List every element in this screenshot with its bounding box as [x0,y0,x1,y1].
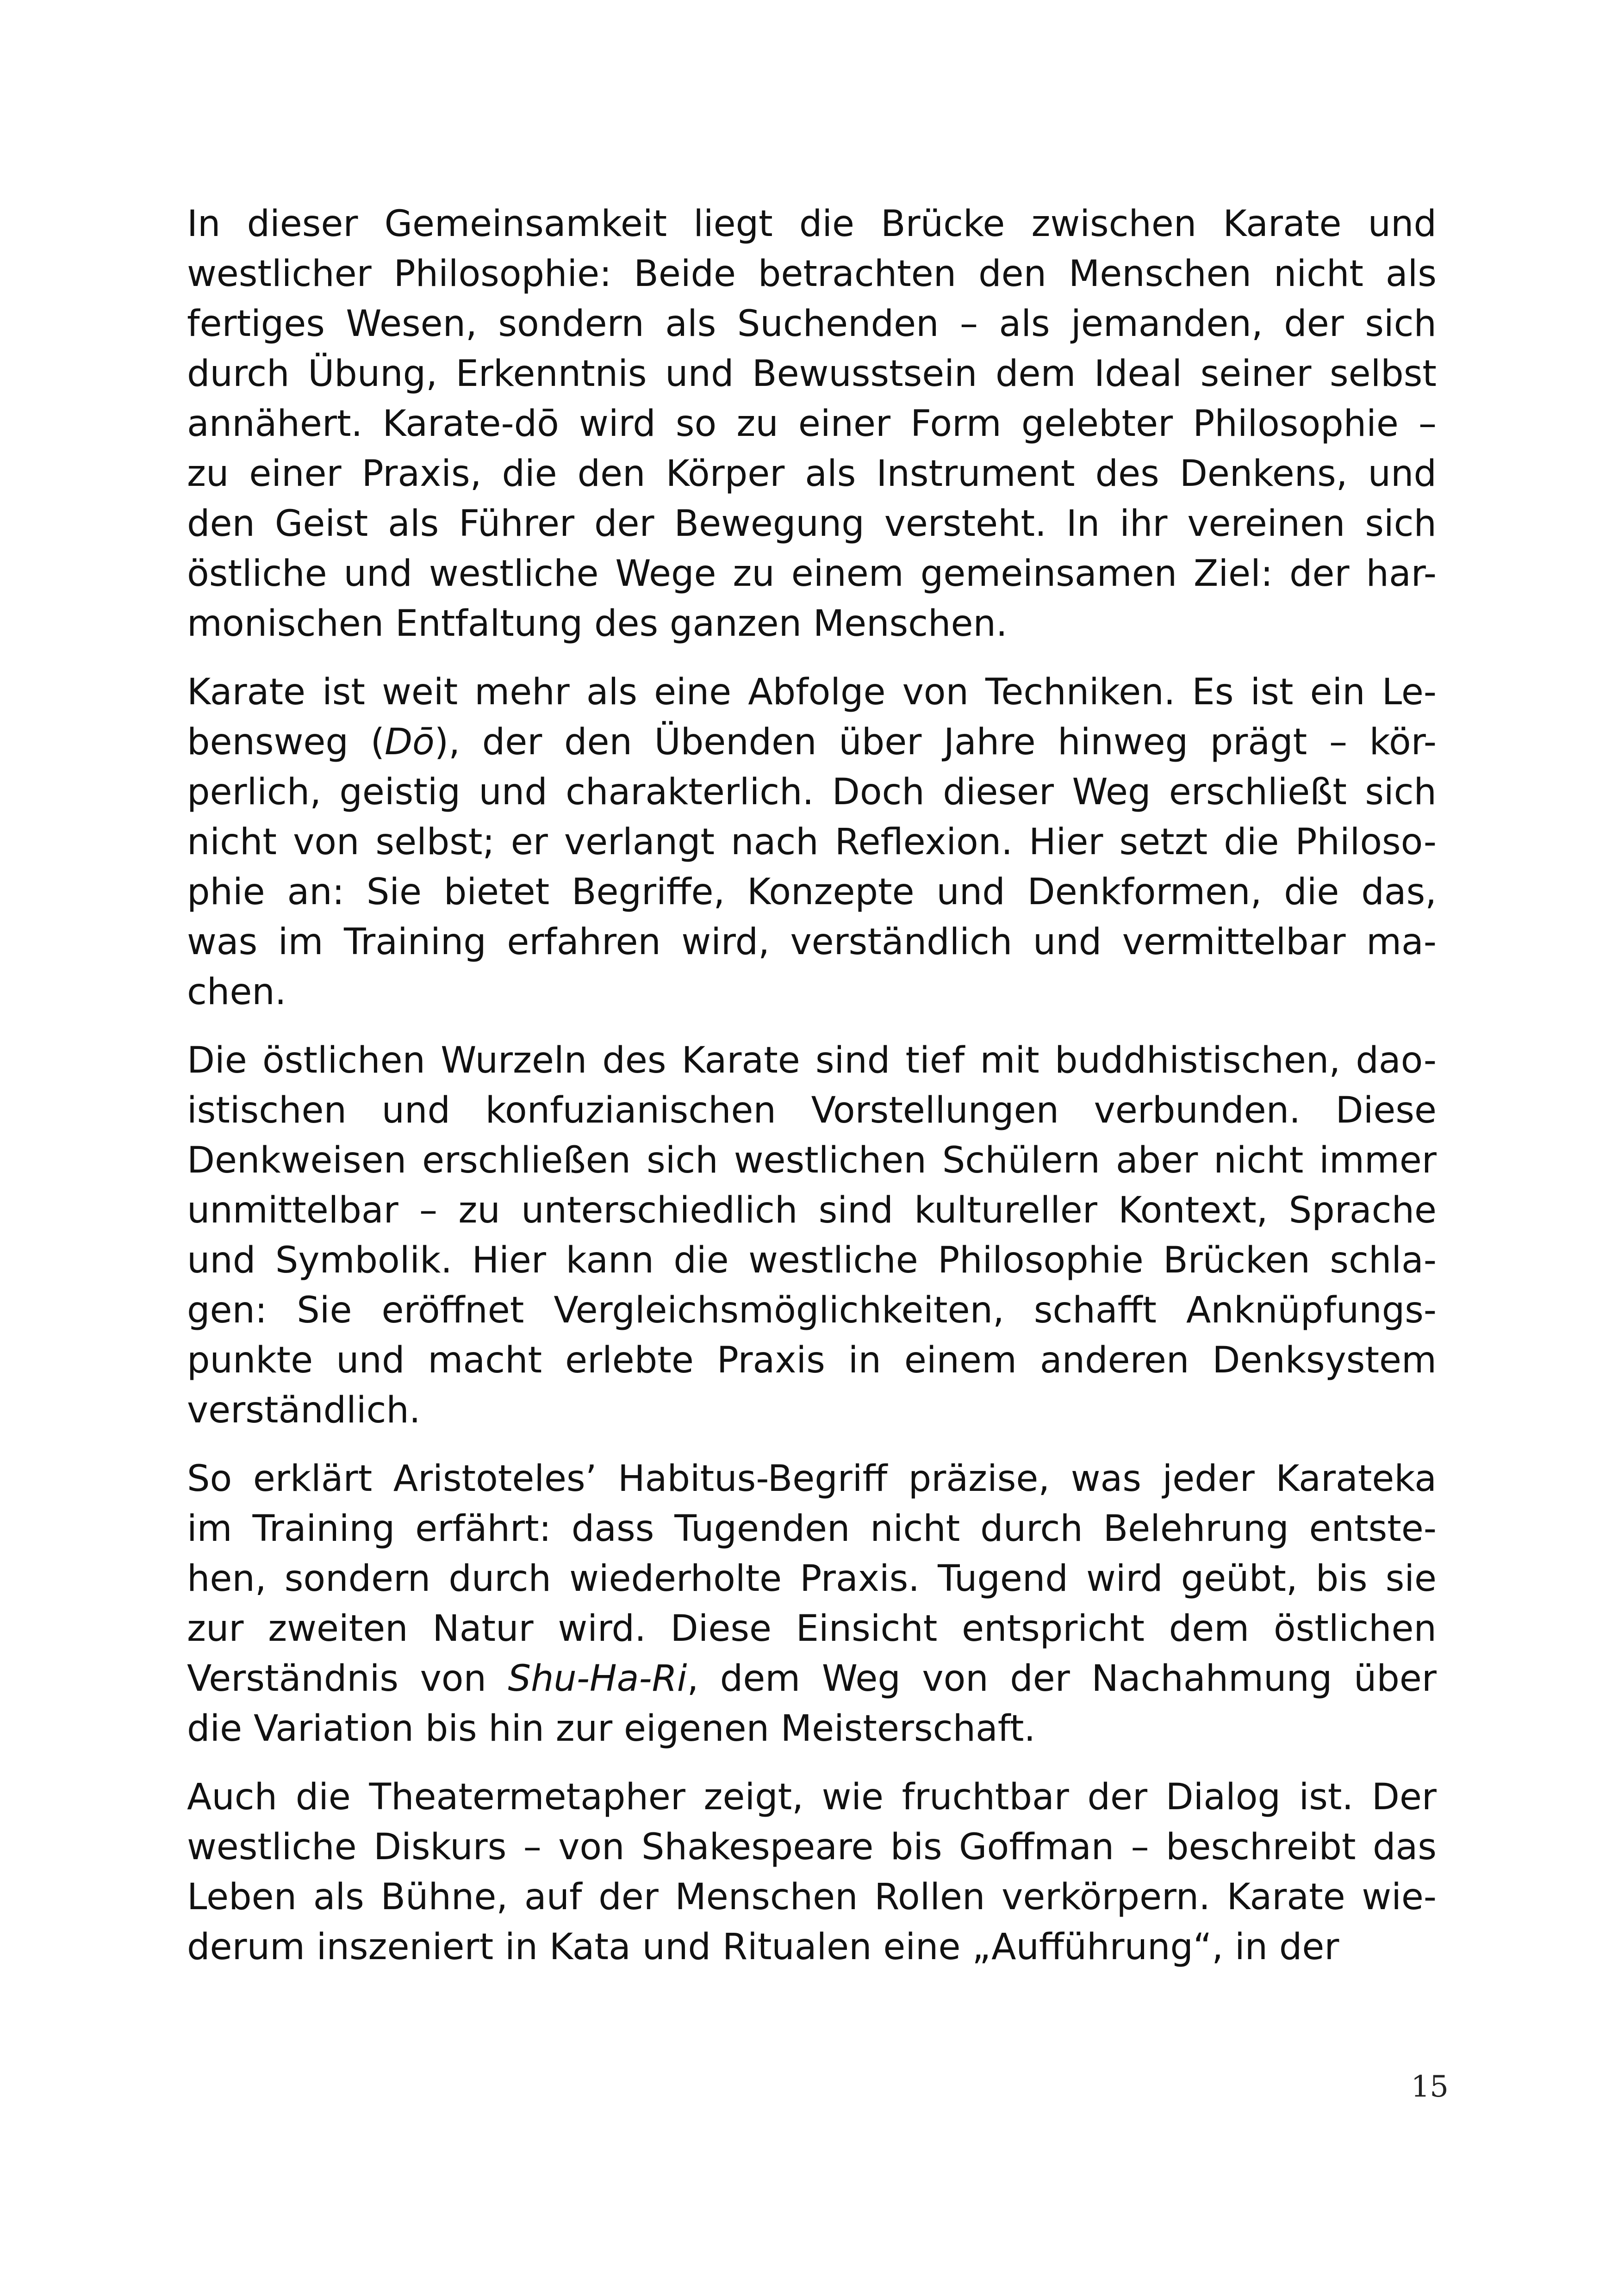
text-line [187,299,1437,349]
text-segment: westliche Diskurs – von Shakespeare bis Goffman – beschreibt das [187,1826,1437,1868]
text-segment: zur zweiten Natur wird. Diese Einsicht entspricht dem östlichen [187,1608,1437,1650]
text-line [187,1604,1437,1654]
text-line [187,1504,1437,1554]
text-line [187,767,1437,817]
text-line [187,1185,1437,1235]
text-line [187,917,1437,967]
text-segment: chen. [187,971,286,1013]
text-segment: fertiges Wesen, sondern als Suchenden – als jemanden, der sich [187,303,1437,345]
text-segment: westlicher Philosophie: Beide betrachten den Menschen nicht als [187,253,1437,295]
page-number: 15 [1411,2070,1449,2104]
emphasized-term: Dō [385,721,435,763]
paragraph [187,1772,1437,1972]
text-line [187,717,1437,767]
text-line [187,1454,1437,1504]
text-segment: monischen Entfaltung des ganzen Menschen. [187,603,1008,645]
text-line [187,1922,1437,1972]
text-segment: bensweg ( [187,721,385,763]
paragraph [187,1036,1437,1435]
text-line [187,1285,1437,1335]
text-segment: istischen und konfuzianischen Vorstellungen verbunden. Diese [187,1090,1437,1131]
text-line [187,1554,1437,1604]
emphasized-term: Shu-Ha-Ri [508,1658,687,1700]
text-line [187,1385,1437,1435]
text-line [187,1335,1437,1385]
text-line [187,449,1437,499]
text-line [187,499,1437,549]
text-line [187,967,1437,1017]
text-segment: derum inszeniert in Kata und Ritualen eine „Aufführung“, in der [187,1926,1339,1968]
text-segment: die Variation bis hin zur eigenen Meisterschaft. [187,1708,1036,1750]
text-line [187,867,1437,917]
text-segment: was im Training erfahren wird, verständlich und vermittelbar ma- [187,921,1437,963]
text-segment: , dem Weg von der Nachahmung über [687,1658,1437,1700]
text-segment: gen: Sie eröffnet Vergleichsmöglichkeiten, schafft Anknüpfungs- [187,1290,1437,1331]
text-segment: Karate ist weit mehr als eine Abfolge von Techniken. Es ist ein Le- [187,671,1437,713]
text-line [187,249,1437,299]
text-line [187,1704,1437,1754]
text-line [187,1036,1437,1086]
text-segment: zu einer Praxis, die den Körper als Instrument des Denkens, und [187,453,1437,495]
text-line [187,1235,1437,1285]
text-line [187,399,1437,449]
text-segment: durch Übung, Erkenntnis und Bewusstsein dem Ideal seiner selbst [187,353,1437,395]
text-segment: perlich, geistig und charakterlich. Doch dieser Weg erschließt sich [187,771,1437,813]
text-line [187,1654,1437,1704]
text-line [187,1872,1437,1922]
text-line [187,549,1437,599]
text-line [187,1136,1437,1185]
text-line [187,349,1437,399]
text-line [187,1086,1437,1136]
text-line [187,1772,1437,1822]
text-segment: hen, sondern durch wiederholte Praxis. Tugend wird geübt, bis sie [187,1558,1437,1600]
text-segment: den Geist als Führer der Bewegung versteht. In ihr vereinen sich [187,503,1437,545]
body-text [187,199,1437,1991]
text-segment: Verständnis von [187,1658,508,1700]
paragraph [187,667,1437,1017]
text-segment: Leben als Bühne, auf der Menschen Rollen verkörpern. Karate wie- [187,1876,1437,1918]
text-line [187,599,1437,649]
paragraph [187,199,1437,649]
text-line [187,667,1437,717]
text-segment: im Training erfährt: dass Tugenden nicht durch Belehrung entste- [187,1508,1437,1550]
text-segment: So erklärt Aristoteles’ Habitus-Begriff präzise, was jeder Karateka [187,1458,1437,1500]
text-segment: punkte und macht erlebte Praxis in einem anderen Denksystem [187,1340,1437,1381]
text-segment: unmittelbar – zu unterschiedlich sind kultureller Kontext, Sprache [187,1190,1437,1231]
text-segment: und Symbolik. Hier kann die westliche Philosophie Brücken schla- [187,1240,1437,1281]
text-segment: verständlich. [187,1390,421,1431]
text-segment: In dieser Gemeinsamkeit liegt die Brücke zwischen Karate und [187,203,1437,245]
text-segment: phie an: Sie bietet Begriffe, Konzepte und Denkformen, die das, [187,871,1437,913]
text-line [187,199,1437,249]
text-line [187,817,1437,867]
text-segment: Auch die Theatermetapher zeigt, wie fruchtbar der Dialog ist. Der [187,1776,1437,1818]
text-line [187,1822,1437,1872]
text-segment: annähert. Karate-dō wird so zu einer Form gelebter Philosophie – [187,403,1437,445]
text-segment: ), der den Übenden über Jahre hinweg prägt – kör- [434,721,1437,763]
text-segment: östliche und westliche Wege zu einem gemeinsamen Ziel: der har- [187,553,1437,595]
paragraph [187,1454,1437,1754]
text-segment: nicht von selbst; er verlangt nach Reflexion. Hier setzt die Philoso- [187,821,1437,863]
text-segment: Denkweisen erschließen sich westlichen Schülern aber nicht immer [187,1140,1437,1181]
text-segment: Die östlichen Wurzeln des Karate sind tief mit buddhistischen, dao- [187,1040,1437,1081]
